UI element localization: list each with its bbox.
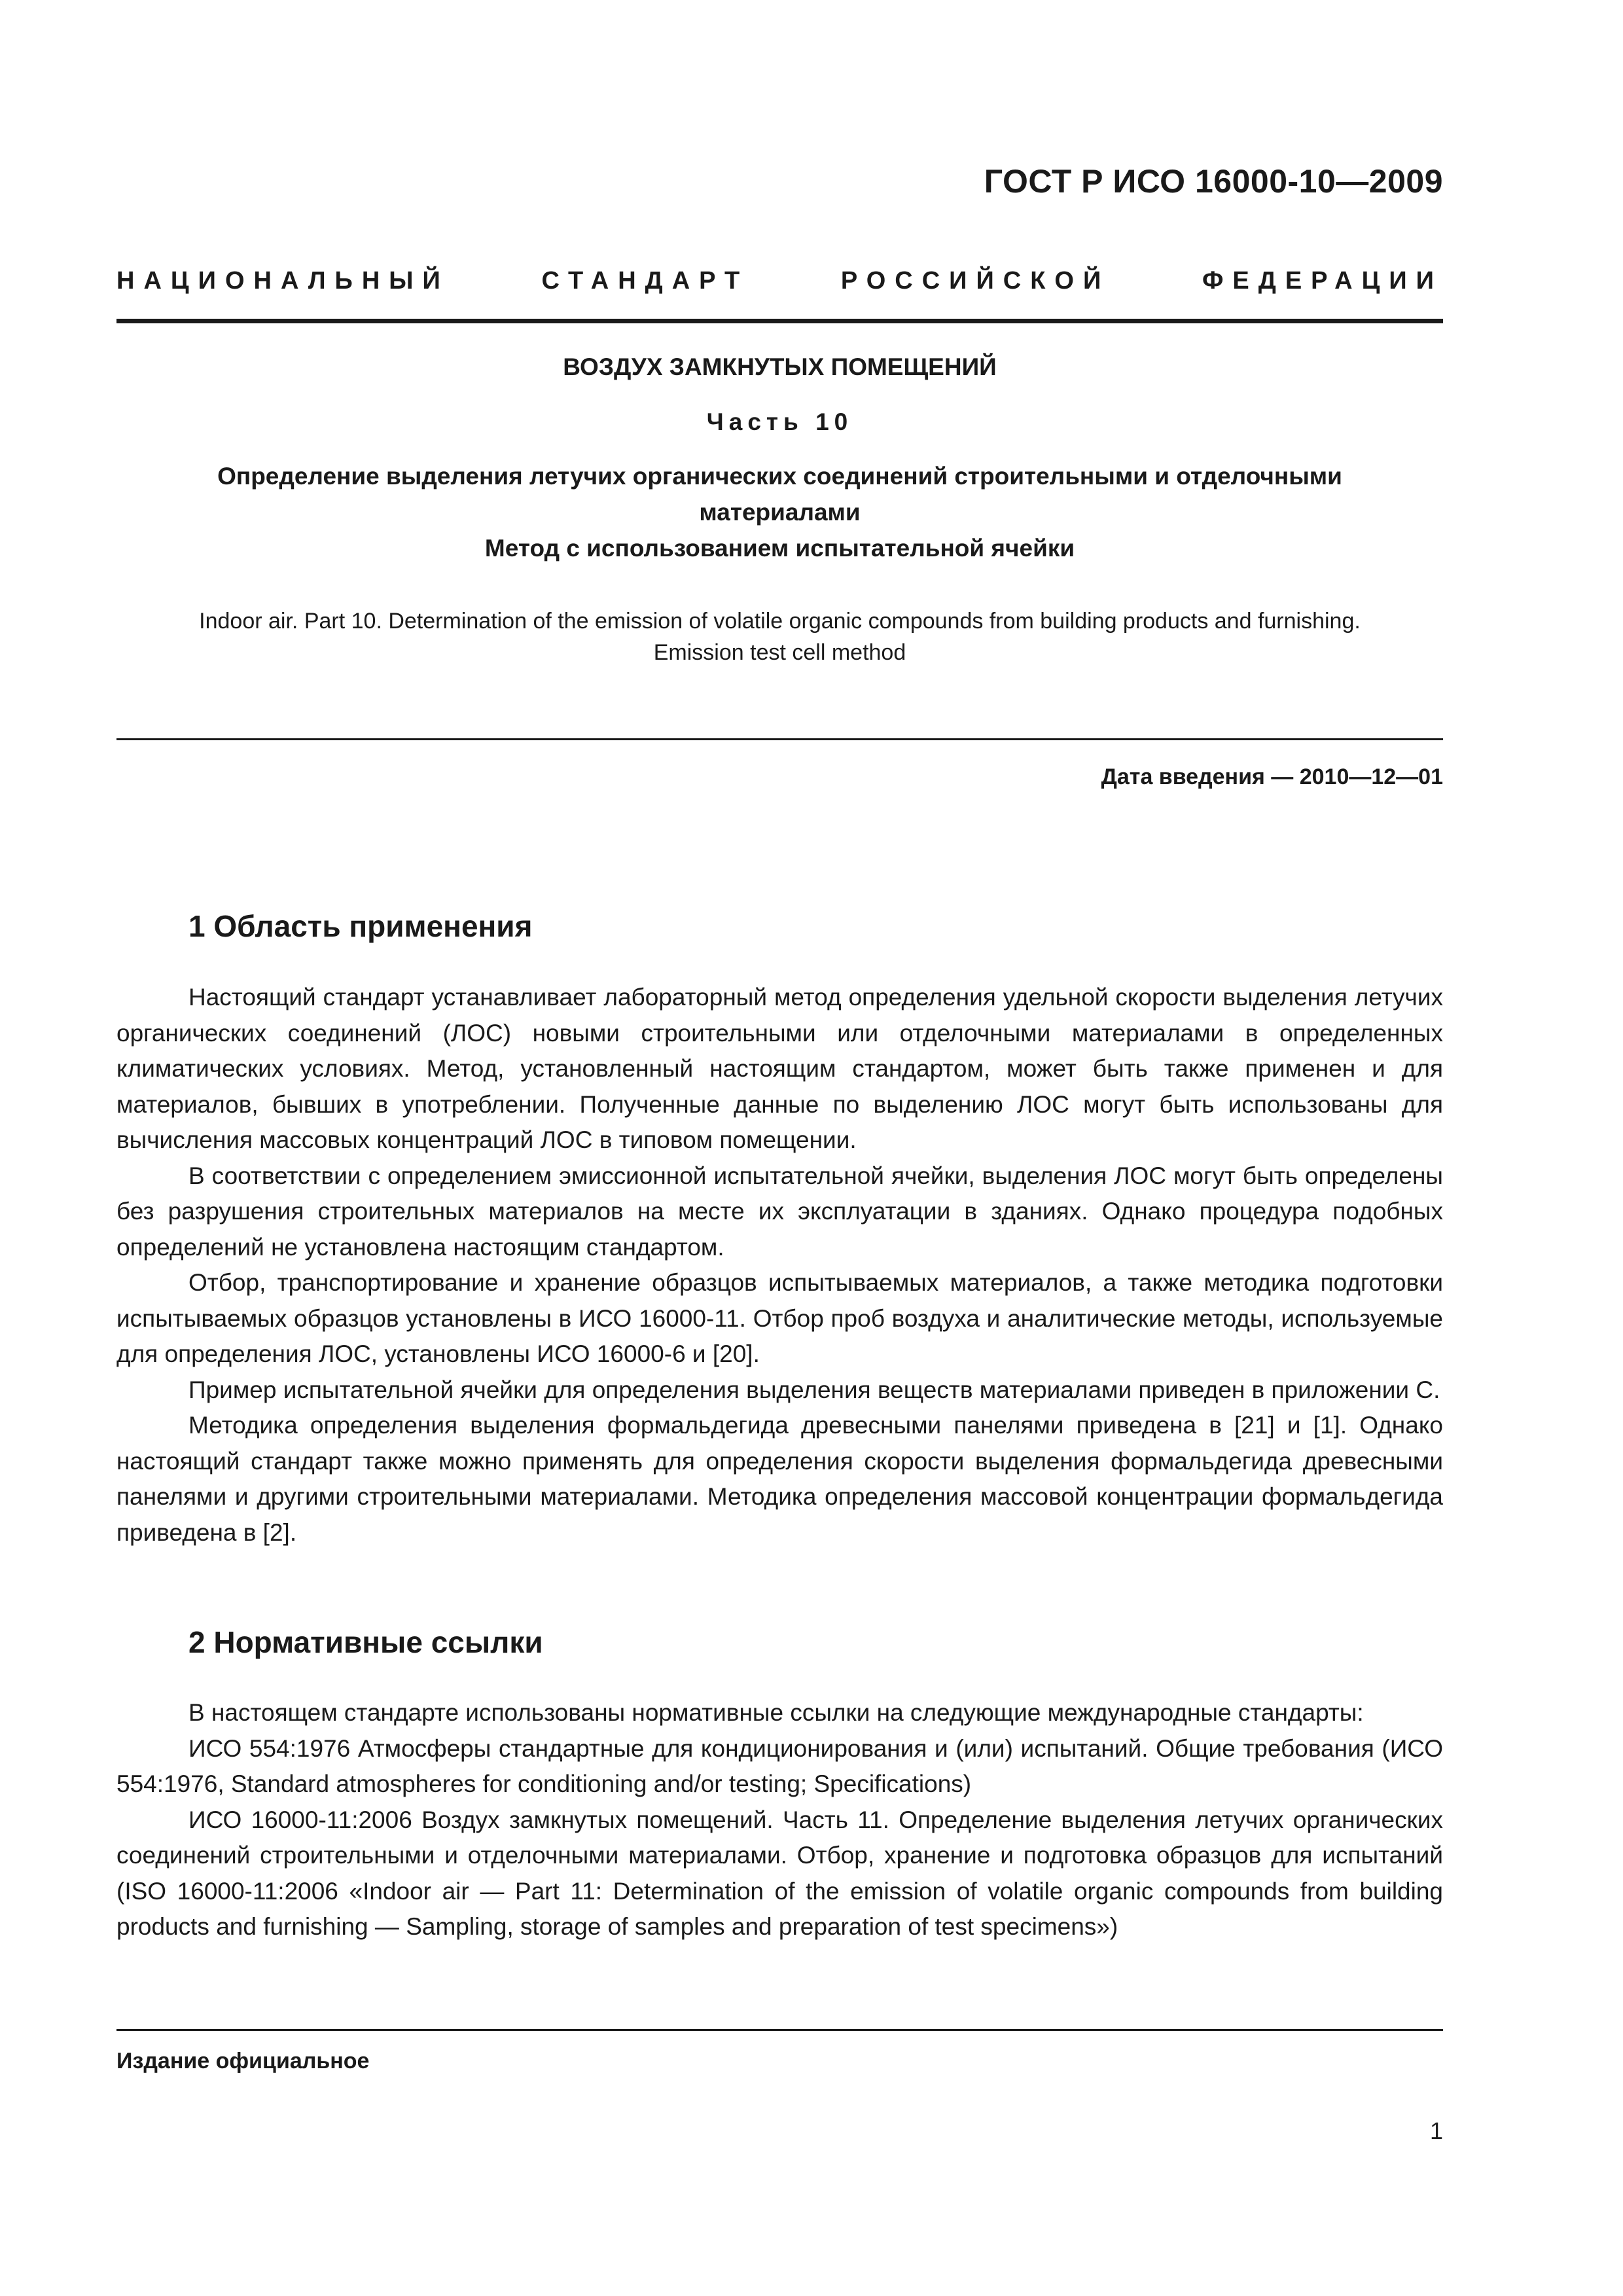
reference-entry: ИСО 16000-11:2006 Воздух замкнутых помещений. Часть 11. Определение выделения летучих органических соединений строительными и отделочными материалами. Отбор, хранение и подготовка образцов для испытаний (ISO 16000-11:2006 «Indoor air — Part 11: Determination of the emission of volatile organic compounds from building products and furnishing — Sampling, storage of samples and preparation of test specimens»)	[116, 1806, 1443, 1940]
english-title-line: Emission test cell method	[653, 640, 906, 665]
standard-code: ГОСТ Р ИСО 16000-10—2009	[984, 163, 1443, 200]
paragraph: В соответствии с определением эмиссионной испытательной ячейки, выделения ЛОС могут быть определены без разрушения строительных материалов на месте их эксплуатации в зданиях. Однако процедура подобных определений не установлена настоящим стандартом.	[116, 1162, 1443, 1261]
section-heading-scope: 1 Область применения	[188, 909, 533, 943]
paragraph: Пример испытательной ячейки для определения выделения веществ материалами приведен в приложении С.	[188, 1376, 1440, 1403]
english-title	[116, 605, 1443, 668]
part-label: Часть 10	[706, 408, 853, 435]
subtitle-line: Метод с использованием испытательной ячейки	[484, 535, 1075, 562]
subtitle-line: Определение выделения летучих органических соединений строительными и отделочными	[217, 463, 1342, 490]
document-subtitle	[116, 458, 1443, 566]
section-body-scope	[116, 980, 1443, 1551]
introduction-date: Дата введения — 2010—12—01	[1101, 764, 1443, 789]
paragraph: В настоящем стандарте использованы нормативные ссылки на следующие международные стандарты:	[188, 1699, 1364, 1726]
header-divider	[116, 319, 1443, 323]
paragraph: Отбор, транспортирование и хранение образцов испытываемых материалов, а также методика подготовки испытываемых образцов установлены в ИСО 16000-11. Отбор проб воздуха и аналитические методы, используемые для определения ЛОС, установлены ИСО 16000-6 и [20].	[116, 1269, 1443, 1367]
paragraph: Настоящий стандарт устанавливает лабораторный метод определения удельной скорости выделения летучих органических соединений (ЛОС) новыми строительными или отделочными материалами в определенных климатических условиях. Метод, установленный настоящим стандартом, может быть также применен и для материалов, бывших в употреблении. Полученные данные по выделению ЛОС могут быть использованы для вычисления массовых концентраций ЛОС в типовом помещении.	[116, 984, 1443, 1153]
reference-entry: ИСО 554:1976 Атмосферы стандартные для кондиционирования и (или) испытаний. Общие требования (ИСО 554:1976, Standard atmospheres for conditioning and/or testing; Specifications)	[116, 1734, 1443, 1797]
title-divider	[116, 738, 1443, 740]
national-standard-banner: НАЦИОНАЛЬНЫЙ СТАНДАРТ РОССИЙСКОЙ ФЕДЕРАЦИИ	[116, 267, 1443, 295]
subtitle-line: материалами	[699, 499, 861, 526]
paragraph: Методика определения выделения формальдегида древесными панелями приведена в [21] и [1]. Однако настоящий стандарт также можно применять для определения скорости выделения формальдегида древесными панелями и другими строительными материалами. Методика определения массовой концентрации формальдегида приведена в [2].	[116, 1412, 1443, 1546]
page-number: 1	[1429, 2117, 1443, 2144]
section-heading-normative-references: 2 Нормативные ссылки	[188, 1625, 543, 1659]
english-title-line: Indoor air. Part 10. Determination of the emission of volatile organic compounds from building products and furnishing.	[199, 609, 1361, 634]
section-body-normative-references	[116, 1695, 1443, 1945]
footer-divider	[116, 2029, 1443, 2031]
document-title: ВОЗДУХ ЗАМКНУТЫХ ПОМЕЩЕНИЙ	[563, 353, 997, 380]
official-edition-label: Издание официальное	[116, 2049, 370, 2073]
